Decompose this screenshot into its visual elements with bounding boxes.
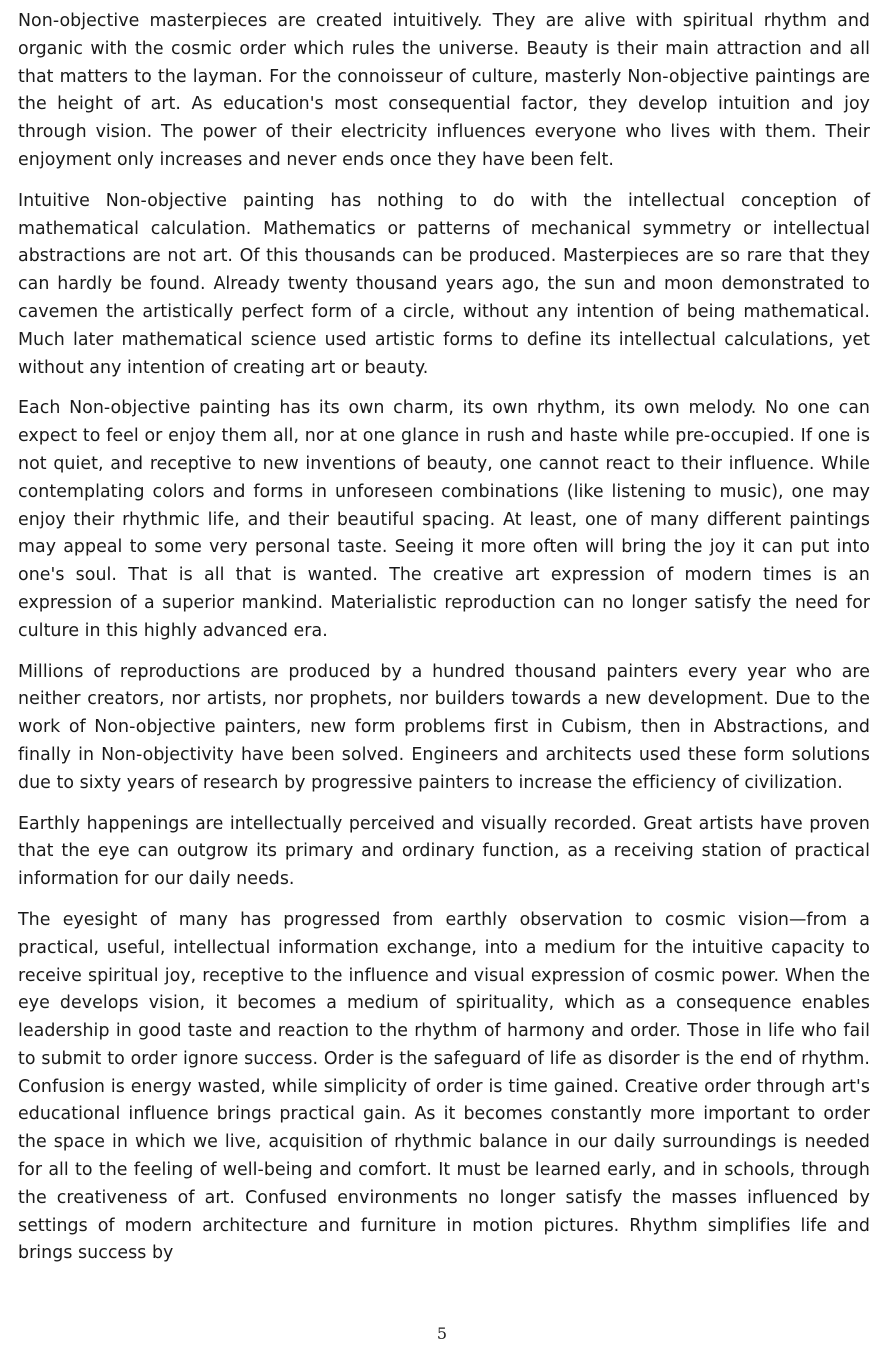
paragraph-5: Earthly happenings are intellectually perceived and visually recorded. Great artists have proven that the eye can outgrow its primary and ordinary function, as a receiving station of practical information for our daily needs. <box>18 813 870 890</box>
paragraph-3: Each Non-objective painting has its own charm, its own rhythm, its own melody. No one can expect to feel or enjoy them all, nor at one glance in rush and haste while pre-occupied. If one is not quiet, and receptive to new inventions of beauty, one cannot react to their influence. While contemplating colors and forms in unforeseen combinations (like listening to music), one may enjoy their rhythmic life, and their beautiful spacing. At least, one of many different paintings may appeal to some very personal taste. Seeing it more often will bring the joy it can put into one's soul. That is all that is wanted. The creative art expression of modern times is an expression of a superior mankind. Materialistic reproduction can no longer satisfy the need for culture in this highly advanced era. <box>18 398 870 641</box>
paragraph-4: Millions of reproductions are produced by a hundred thousand painters every year who are neither creators, nor artists, nor prophets, nor builders towards a new development. Due to the work of Non-objective painters, new form problems first in Cubism, then in Abstractions, and finally in Non-objectivity have been solved. Engineers and architects used these form solutions due to sixty years of research by progressive painters to increase the efficiency of civilization. <box>18 661 870 793</box>
body-text <box>18 8 870 1281</box>
paragraph-2: Intuitive Non-objective painting has nothing to do with the intellectual conception of mathematical calculation. Mathematics or patterns of mechanical symmetry or intellectual abstractions are not art. Of this thousands can be produced. Masterpieces are so rare that they can hardly be found. Already twenty thousand years ago, the sun and moon demonstrated to cavemen the artistically perfect form of a circle, without any intention of being mathematical. Much later mathematical science used artistic forms to define its intellectual calculations, yet without any intention of creating art or beauty. <box>18 190 870 378</box>
paragraph-6: The eyesight of many has progressed from earthly observation to cosmic vision—from a practical, useful, intellectual information exchange, into a medium for the intuitive capacity to receive spiritual joy, receptive to the influence and visual expression of cosmic power. When the eye develops vision, it becomes a medium of spirituality, which as a consequence enables leadership in good taste and reaction to the rhythm of harmony and order. Those in life who fail to submit to order ignore success. Order is the safeguard of life as disorder is the end of rhythm. Confusion is energy wasted, while simplicity of order is time gained. Creative order through art's educational influence brings practical gain. As it becomes constantly more important to order the space in which we live, acquisition of rhythmic balance in our daily surroundings is needed for all to the feeling of well-being and comfort. It must be learned early, and in schools, through the creativeness of art. Confused environments no longer satisfy the masses influenced by settings of modern architecture and furniture in motion pictures. Rhythm simplifies life and brings success by <box>18 909 870 1264</box>
paragraph-1: Non-objective masterpieces are created intuitively. They are alive with spiritual rhythm and organic with the cosmic order which rules the universe. Beauty is their main attraction and all that matters to the layman. For the connoisseur of culture, masterly Non-objective paintings are the height of art. As education's most consequential factor, they develop intuition and joy through vision. The power of their electricity influences everyone who lives with them. Their enjoyment only increases and never ends once they have been felt. <box>18 11 870 170</box>
page-number: 5 <box>436 1324 448 1343</box>
